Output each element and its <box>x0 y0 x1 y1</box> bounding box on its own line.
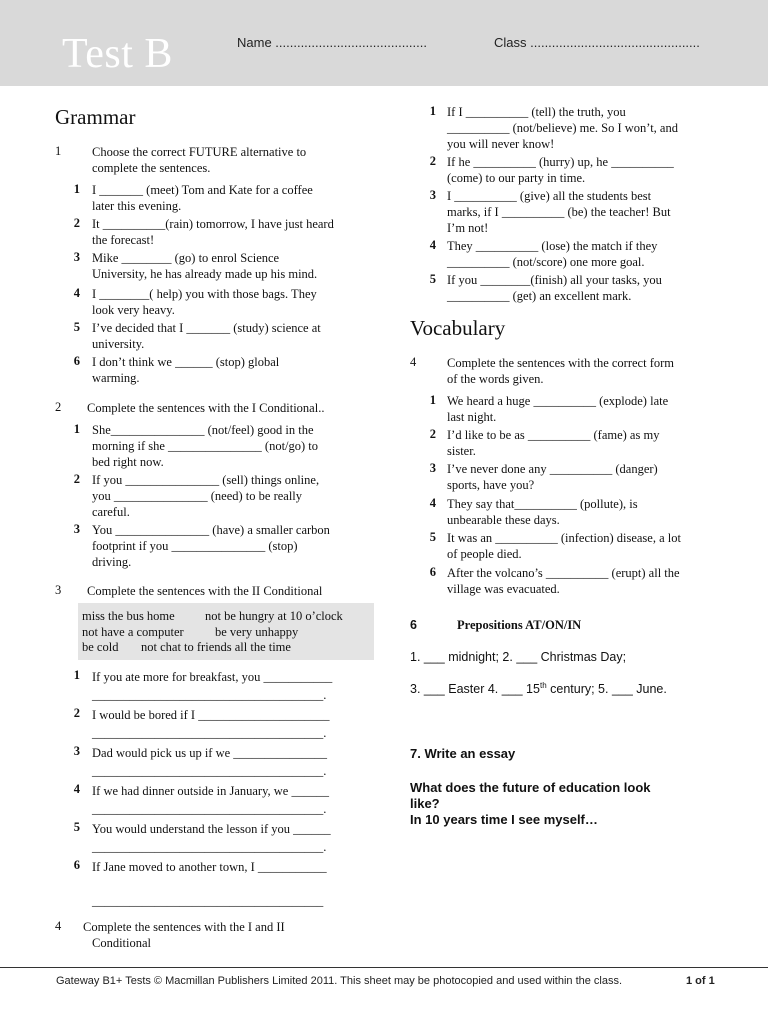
item-number: 1 <box>73 422 80 436</box>
item-number: 1 <box>73 182 80 196</box>
item-number: 2 <box>429 427 436 441</box>
question-number: 1 <box>55 144 62 158</box>
question-instruction: Complete the sentences with the II Conditional <box>87 584 323 598</box>
item-number: 2 <box>73 706 80 720</box>
item-number: 6 <box>73 858 80 872</box>
name-field[interactable]: Name .......................................... <box>237 35 427 50</box>
item-number: 3 <box>73 744 80 758</box>
page-number: 1 of 1 <box>686 975 715 987</box>
list-item[interactable]: You would understand the lesson if you ______ _____________________________________. <box>92 822 331 854</box>
list-item[interactable]: I _______ (meet) Tom and Kate for a coffee later this evening. <box>92 183 313 213</box>
list-item[interactable]: It was an __________ (infection) disease, a lot of people died. <box>447 531 681 561</box>
prepositions-line-2[interactable]: 3. ___ Easter 4. ___ 15th century; 5. ___ June. <box>410 681 667 697</box>
footer-divider <box>0 967 768 968</box>
list-item[interactable]: I __________ (give) all the students best marks, if I __________ (be) the teacher! But I’m not! <box>447 189 671 235</box>
list-item[interactable]: Mike ________ (go) to enrol Science University, he has already made up his mind. <box>92 251 318 281</box>
phrase-box <box>78 603 374 660</box>
phrase: not chat to friends all the time <box>141 640 291 654</box>
item-number: 5 <box>73 320 80 334</box>
phrase: not be hungry at 10 o’clock <box>205 609 343 623</box>
phrase: not have a computer <box>82 625 184 639</box>
question-instruction: Complete the sentences with the correct form of the words given. <box>447 356 675 386</box>
item-number: 5 <box>429 272 436 286</box>
test-title: Test B <box>62 31 173 77</box>
item-number: 1 <box>73 668 80 682</box>
list-item[interactable]: If we had dinner outside in January, we ______ _____________________________________. <box>92 784 329 816</box>
list-item[interactable]: Dad would pick us up if we _______________ _____________________________________. <box>92 746 328 778</box>
list-item[interactable]: I’ve never done any __________ (danger) sports, have you? <box>447 462 658 492</box>
question-number: 4 <box>55 919 62 933</box>
question-instruction: Choose the correct FUTURE alternative to complete the sentences. <box>92 145 307 175</box>
item-number: 3 <box>73 522 80 536</box>
essay-question: What does the future of education look like? In 10 years time I see myself… <box>410 780 651 827</box>
question-title: Prepositions AT/ON/IN <box>457 618 582 632</box>
list-item[interactable]: We heard a huge __________ (explode) late last night. <box>447 394 669 424</box>
essay-title: 7. Write an essay <box>410 746 516 761</box>
list-item[interactable]: If he __________ (hurry) up, he __________ (come) to our party in time. <box>447 155 674 185</box>
list-item[interactable]: I’ve decided that I _______ (study) science at university. <box>92 321 321 351</box>
question-instruction: Complete the sentences with the I Conditional.. <box>87 401 325 415</box>
list-item[interactable]: After the volcano’s __________ (erupt) all the village was evacuated. <box>447 566 680 596</box>
question-number: 2 <box>55 400 62 414</box>
item-number: 5 <box>73 820 80 834</box>
phrase: be very unhappy <box>215 625 299 639</box>
footer-copyright: Gateway B1+ Tests © Macmillan Publishers Limited 2011. This sheet may be photocopied and used within the class. <box>56 975 623 987</box>
item-number: 3 <box>429 188 436 202</box>
list-item[interactable]: If Jane moved to another town, I ___________ _____________________________________ <box>92 860 327 908</box>
item-number: 1 <box>429 393 436 407</box>
page-header <box>0 0 768 86</box>
item-number: 6 <box>73 354 80 368</box>
grammar-title: Grammar <box>55 105 136 129</box>
list-item[interactable]: If you ________(finish) all your tasks, you __________ (get) an excellent mark. <box>447 273 662 303</box>
phrase: miss the bus home <box>82 609 175 623</box>
item-number: 4 <box>429 496 436 510</box>
prepositions-line-1[interactable]: 1. ___ midnight; 2. ___ Christmas Day; <box>410 650 627 664</box>
phrase: be cold <box>82 640 119 654</box>
list-item[interactable]: I ________( help) you with those bags. They look very heavy. <box>92 287 317 317</box>
list-item[interactable]: They say that__________ (pollute), is unbearable these days. <box>447 497 638 527</box>
question-number: 3 <box>55 583 62 597</box>
list-item[interactable]: I’d like to be as __________ (fame) as my sister. <box>447 428 660 458</box>
item-number: 2 <box>73 472 80 486</box>
list-item[interactable]: I don’t think we ______ (stop) global warming. <box>92 355 280 385</box>
item-number: 4 <box>73 286 80 300</box>
class-field[interactable]: Class ............................................... <box>494 35 700 50</box>
item-number: 5 <box>429 530 436 544</box>
item-number: 1 <box>429 104 436 118</box>
vocabulary-title: Vocabulary <box>410 316 506 340</box>
list-item[interactable]: I would be bored if I _____________________ _____________________________________. <box>92 708 330 740</box>
item-number: 2 <box>73 216 80 230</box>
list-item[interactable]: It __________(rain) tomorrow, I have just heard the forecast! <box>92 217 334 247</box>
item-number: 2 <box>429 154 436 168</box>
question-number: 6 <box>410 618 417 632</box>
list-item[interactable]: If you ate more for breakfast, you ___________ _____________________________________. <box>92 670 333 702</box>
question-instruction: Complete the sentences with the I and II Conditional <box>83 920 285 950</box>
item-number: 4 <box>429 238 436 252</box>
list-item[interactable]: You _______________ (have) a smaller carbon footprint if you _______________ (stop) driving. <box>92 523 330 569</box>
item-number: 3 <box>73 250 80 264</box>
item-number: 4 <box>73 782 80 796</box>
list-item[interactable]: If you _______________ (sell) things online, you _______________ (need) to be really careful. <box>92 473 320 519</box>
item-number: 3 <box>429 461 436 475</box>
list-item[interactable]: If I __________ (tell) the truth, you __________ (not/believe) me. So I won’t, and you will never know! <box>447 105 678 151</box>
question-number: 4 <box>410 355 417 369</box>
list-item[interactable]: They __________ (lose) the match if they __________ (not/score) one more goal. <box>447 239 658 269</box>
item-number: 6 <box>429 565 436 579</box>
list-item[interactable]: She_______________ (not/feel) good in the morning if she _______________ (not/go) to bed right now. <box>92 423 319 469</box>
